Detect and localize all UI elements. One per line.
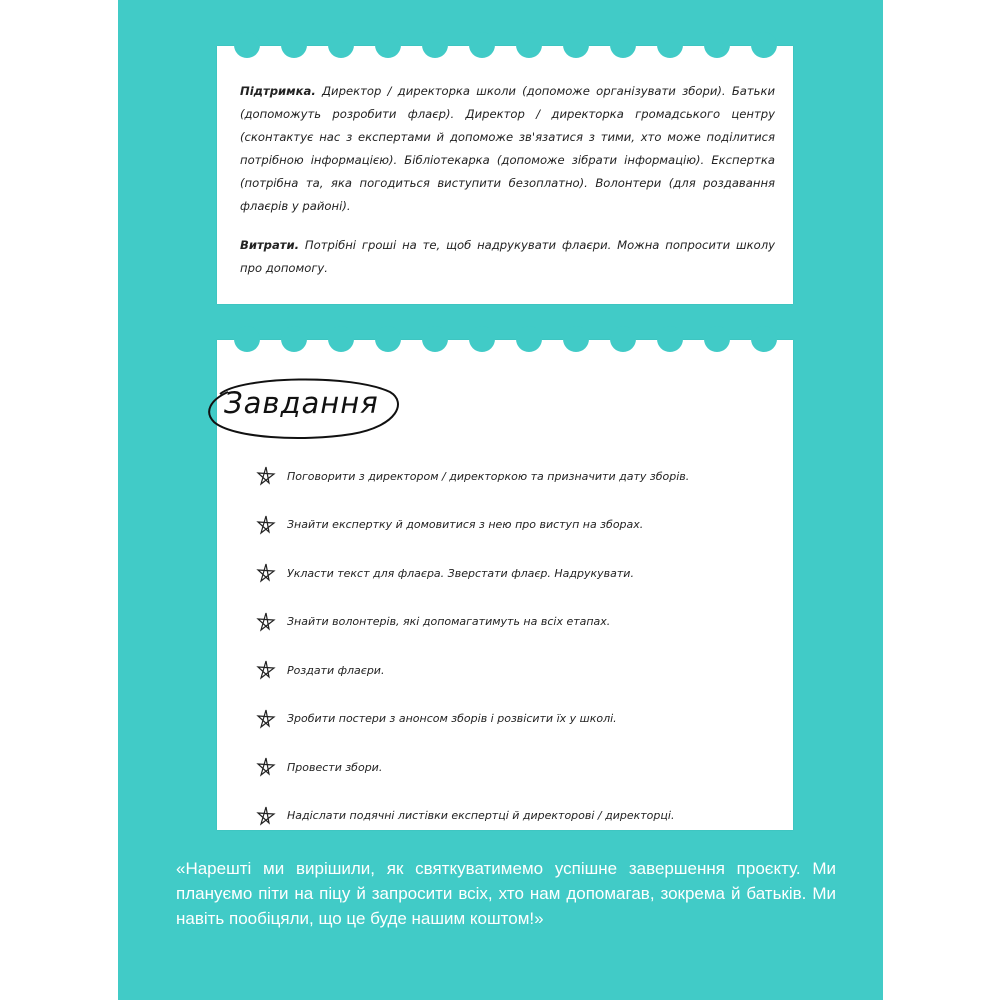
- task-text: Зробити постери з анонсом зборів і розвісити їх у школі.: [287, 712, 617, 726]
- punch-hole: [610, 32, 636, 58]
- punch-hole: [375, 326, 401, 352]
- punch-hole: [328, 326, 354, 352]
- punch-hole: [281, 326, 307, 352]
- star-icon: [255, 562, 277, 584]
- star-icon: [255, 659, 277, 681]
- list-item: [255, 452, 775, 501]
- closing-quote: «Нарешті ми вирішили, як святкуватимемо успішне завершення проєкту. Ми плануємо піти на піцу й запросити всіх, хто нам допомагав, зокрема й батьків. Ми навіть пообіцяли, що це буде нашим коштом!»: [176, 859, 836, 928]
- list-item: [255, 501, 775, 550]
- costs-paragraph: [240, 234, 775, 280]
- list-item: [255, 743, 775, 792]
- list-item: [255, 695, 775, 744]
- notepad-holes: [217, 326, 793, 354]
- punch-hole: [751, 326, 777, 352]
- task-list: [255, 452, 775, 840]
- support-paragraph: [240, 80, 775, 218]
- support-label: Підтримка.: [240, 84, 316, 98]
- punch-hole: [657, 326, 683, 352]
- notepad-holes: [217, 32, 793, 60]
- punch-hole: [375, 32, 401, 58]
- star-icon: [255, 756, 277, 778]
- star-icon: [255, 514, 277, 536]
- punch-hole: [469, 32, 495, 58]
- task-text: Роздати флаєри.: [287, 663, 385, 677]
- punch-hole: [328, 32, 354, 58]
- costs-label: Витрати.: [240, 238, 300, 252]
- star-icon: [255, 465, 277, 487]
- star-icon: [255, 708, 277, 730]
- support-text: Директор / директорка школи (допоможе організувати збори). Батьки (допоможуть розробити флаєр). Директор / директорка громадського центру (сконтактує нас з експертами й допоможе зв'язатися з тими, хто може поділитися потрібною інформацією). Бібліотекарка (допоможе зібрати інформацію). Експертка (потрібна та, яка погодиться виступити безоплатно). Волонтери (для роздавання флаєрів у районі).: [240, 84, 775, 213]
- list-item: [255, 598, 775, 647]
- punch-hole: [751, 32, 777, 58]
- task-text: Знайти експертку й домовитися з нею про виступ на зборах.: [287, 518, 644, 532]
- punch-hole: [422, 32, 448, 58]
- punch-hole: [563, 32, 589, 58]
- costs-text: Потрібні гроші на те, щоб надрукувати флаєри. Можна попросити школу про допомогу.: [240, 238, 775, 275]
- star-icon: [255, 611, 277, 633]
- punch-hole: [704, 326, 730, 352]
- punch-hole: [657, 32, 683, 58]
- punch-hole: [281, 32, 307, 58]
- task-text: Провести збори.: [287, 760, 383, 774]
- notepad-card-support: [217, 46, 793, 304]
- list-item: [255, 549, 775, 598]
- tasks-heading: [202, 370, 412, 444]
- punch-hole: [610, 326, 636, 352]
- punch-hole: [234, 326, 260, 352]
- list-item: [255, 792, 775, 841]
- punch-hole: [516, 326, 542, 352]
- list-item: [255, 646, 775, 695]
- notepad-card-tasks: [217, 340, 793, 830]
- punch-hole: [234, 32, 260, 58]
- tasks-title: Завдання: [224, 386, 379, 420]
- punch-hole: [563, 326, 589, 352]
- punch-hole: [704, 32, 730, 58]
- punch-hole: [516, 32, 542, 58]
- task-text: Поговорити з директором / директоркою та призначити дату зборів.: [287, 469, 690, 483]
- star-icon: [255, 805, 277, 827]
- task-text: Знайти волонтерів, які допомагатимуть на всіх етапах.: [287, 615, 611, 629]
- punch-hole: [469, 326, 495, 352]
- punch-hole: [422, 326, 448, 352]
- task-text: Надіслати подячні листівки експертці й директорові / директорці.: [287, 809, 675, 823]
- task-text: Укласти текст для флаєра. Зверстати флаєр. Надрукувати.: [287, 566, 634, 580]
